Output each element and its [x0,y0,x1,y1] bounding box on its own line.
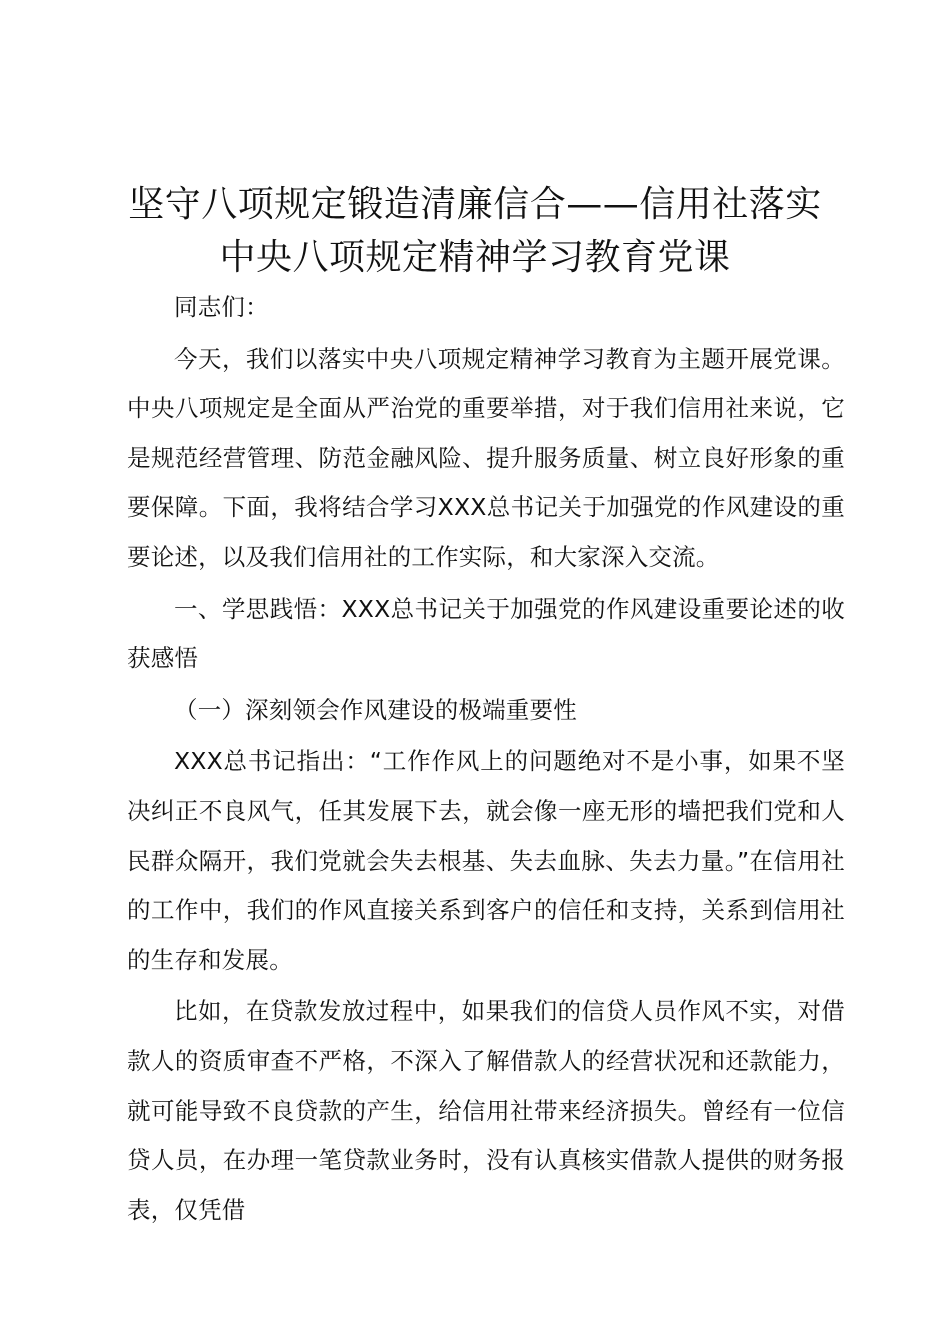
subsection-heading-1: （一）深刻领会作风建设的极端重要性 [174,695,577,724]
document-title: 坚守八项规定锻造清廉信合——信用社落实中央八项规定精神学习教育党课 [128,184,822,278]
quote-paragraph: XXX总书记指出：“工作作风上的问题绝对不是小事，如果不坚决纠正不良风气，任其发展下去，就会像一座无形的墙把我们党和人民群众隔开，我们党就会失去根基、失去血脉、失去力量。”在信用社的工作中，我们的作风直接关系到客户的信任和支持，关系到信用社的生存和发展。 [127,747,845,974]
salutation-paragraph: 同志们： [174,293,269,321]
document-body [127,283,845,1235]
section-heading-1: 一、学思践悟：XXX总书记关于加强党的作风建设重要论述的收获感悟 [127,594,845,673]
intro-paragraph: 今天，我们以落实中央八项规定精神学习教育为主题开展党课。中央八项规定是全面从严治党的重要举措，对于我们信用社来说，它是规范经营管理、防范金融风险、提升服务质量、树立良好形象的重要保障。下面，我将结合学习XXX总书记关于加强党的作风建设的重要论述，以及我们信用社的工作实际，和大家深入交流。 [127,344,845,571]
example-paragraph: 比如，在贷款发放过程中，如果我们的信贷人员作风不实，对借款人的资质审查不严格，不深入了解借款人的经营状况和还款能力，就可能导致不良贷款的产生，给信用社带来经济损失。曾经有一位信贷人员，在办理一笔贷款业务时，没有认真核实借款人提供的财务报表，仅凭借 [127,997,845,1224]
